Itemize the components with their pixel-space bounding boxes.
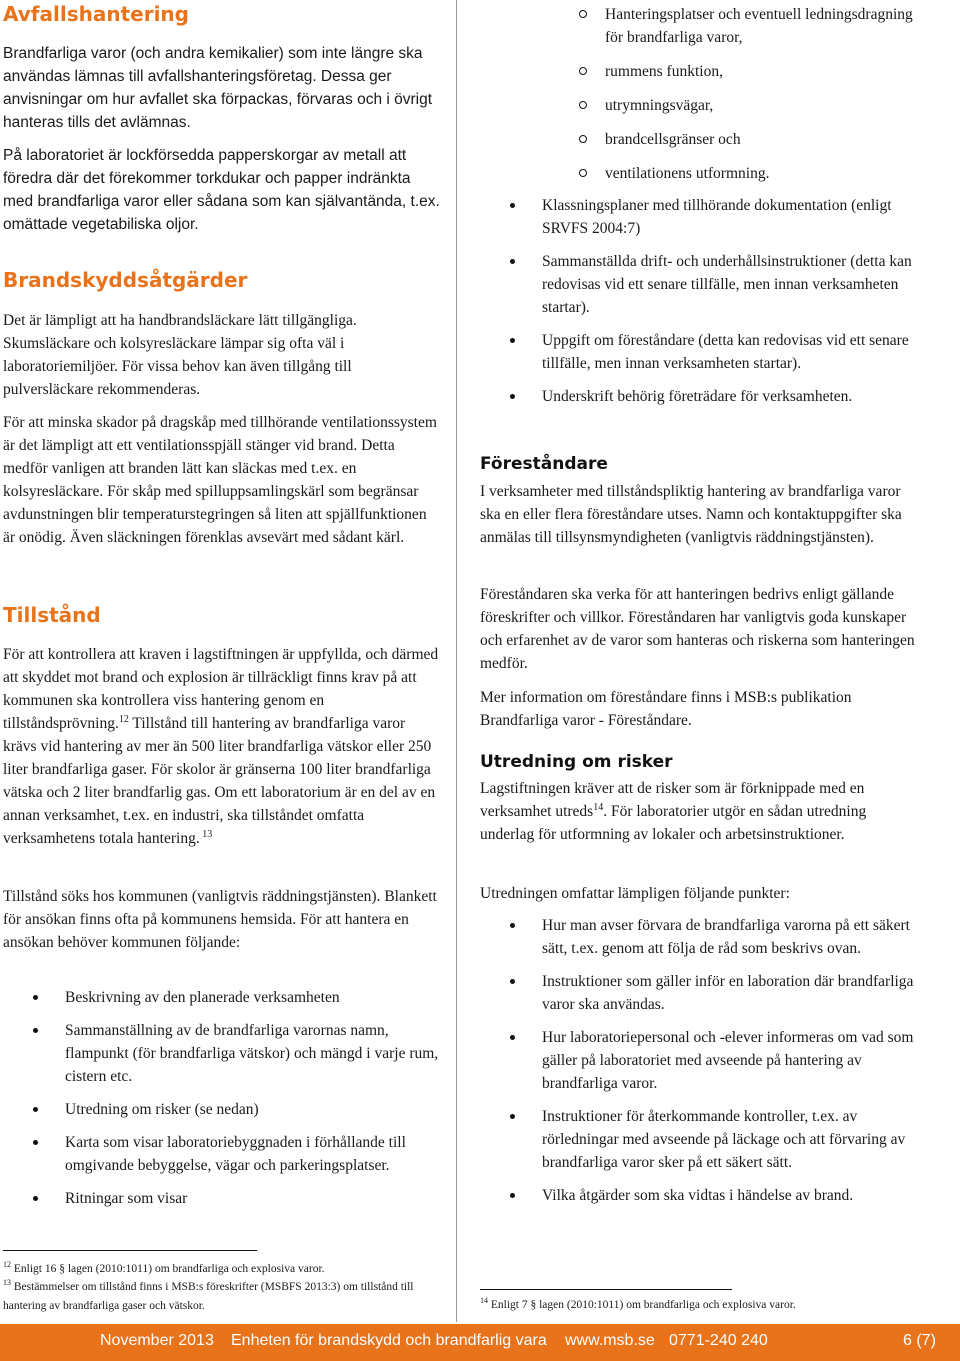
list-item: ventilationens utformning. — [480, 162, 922, 185]
footer-page-number: 6 (7) — [903, 1332, 936, 1349]
list-item: Hur man avser förvara de brandfarliga varorna på ett säkert sätt, t.ex. genom att följa de råd som beskrivs ovan. — [480, 914, 922, 960]
drawing-contents-list — [480, 3, 922, 196]
list-item: Beskrivning av den planerade verksamheten — [3, 986, 440, 1009]
list-item: brandcellsgränser och — [480, 128, 922, 151]
list-item: rummens funktion, — [480, 60, 922, 83]
permit-requirements-list-continued — [480, 194, 922, 418]
footnote-13: $^{13}$ Bestämmelser om tillstånd finns i MSB:s föreskrifter (MSBFS 2013:3) om tillstånd till hantering av brandfarliga gaser och vätskor. — [3, 1278, 414, 1312]
list-item: Sammanställning av de brandfarliga varornas namn, flampunkt (för brandfarliga vätskor) och mängd i varje rum, cistern etc. — [3, 1019, 440, 1088]
list-item: Utredning om risker (se nedan) — [3, 1098, 440, 1121]
footer-organization: Enheten för brandskydd och brandfarlig vara — [231, 1332, 547, 1349]
list-item: Hur laboratoriepersonal och -elever informeras om vad som gäller på laboratoriet med avseende på hantering av brandfarliga varor. — [480, 1026, 922, 1095]
list-item: Hanteringsplatser och eventuell ledningsdragning för brandfarliga varor, — [480, 3, 922, 49]
permit-paragraph-1 — [3, 643, 440, 850]
footnote-ref-14: 14 — [593, 801, 604, 813]
heading-fire-protection: Brandskyddsåtgärder — [3, 268, 248, 292]
permit-text-a: För att kontrollera att kraven i lagstiftningen är uppfyllda, och därmed att skyddet mot brand och explosion är tillräckligt finns krav på att kommunen ska kontrollera viss hantering genom en tillståndsprövning. — [3, 646, 439, 732]
list-item: Karta som visar laboratoriebyggnaden i förhållande till omgivande bebyggelse, vägar och parkeringsplatser. — [3, 1131, 440, 1177]
fire-paragraph-2: För att minska skador på dragskåp med tillhörande ventilationssystem är det lämpligt att ett ventilationsspjäll stänger vid brand. Detta medför vanligen att branden lätt kan släckas med t.ex. en kolsyresläckare. För skåp med spilluppsamlingskärl som begränsar avdunstningen blir temperaturstegringen så liten att spjällfunktionen är onödig. Även släckningen förenklas avsevärt med sådant kärl. — [3, 414, 437, 546]
page-footer — [0, 1324, 960, 1361]
list-item: Ritningar som visar — [3, 1187, 440, 1210]
footer-website-link[interactable]: www.msb.se — [565, 1332, 655, 1349]
list-item: Klassningsplaner med tillhörande dokumentation (enligt SRVFS 2004:7) — [480, 194, 922, 240]
heading-risk-assessment: Utredning om risker — [480, 752, 673, 772]
list-item: Sammanställda drift- och underhållsinstruktioner (detta kan redovisas vid ett senare tillfälle, men innan verksamheten startar). — [480, 250, 922, 319]
footnote-rule — [480, 1289, 732, 1290]
column-divider — [456, 0, 457, 1322]
permit-text-b: Tillstånd till hantering av brandfarliga varor krävs vid hantering av mer än 500 liter brandfarliga vätskor eller 250 liter brandfarliga gaser. För skolor är gränserna 100 liter brandfarliga vätska och 2 liter brandfarlig gas. Om ett laboratorium är en del av en annan verksamhet, t.ex. en industri, ska tillståndet omfatta verksamhetens totala hantering. — [3, 715, 436, 847]
list-item: utrymningsvägar, — [480, 94, 922, 117]
risk-assessment-list — [480, 914, 922, 1217]
footnote-rule — [3, 1250, 257, 1251]
permit-paragraph-2: Tillstånd söks hos kommunen (vanligtvis räddningstjänsten). Blankett för ansökan finns ofta på kommunens hemsida. För att hantera en ansökan behöver kommunen följande: — [3, 888, 437, 951]
list-item: Instruktioner för återkommande kontroller, t.ex. av rörledningar med avseende på läckage och att förvaring av brandfarliga varor sker på ett säkert sätt. — [480, 1105, 922, 1174]
footnote-ref-13: 13 — [199, 828, 213, 840]
footer-date: November 2013 — [100, 1332, 214, 1349]
footnote-14: $^{14}$ Enligt 7 § lagen (2010:1011) om brandfarliga och explosiva varor. — [480, 1296, 796, 1311]
manager-paragraph-2: Föreståndaren ska verka för att hanteringen bedrivs enligt gällande föreskrifter och villkor. Föreståndaren har vanligtvis goda kunskaper och erfarenhet av de varor som hanteras och riskerna som hanteringen medför. — [480, 586, 915, 672]
list-item: Instruktioner som gäller inför en laboration där brandfarliga varor ska användas. — [480, 970, 922, 1016]
permit-requirements-list — [3, 986, 440, 1220]
heading-permit: Tillstånd — [3, 603, 101, 627]
list-item: Vilka åtgärder som ska vidtas i händelse av brand. — [480, 1184, 922, 1207]
risk-paragraph-2: Utredningen omfattar lämpligen följande punkter: — [480, 885, 790, 902]
risk-paragraph-1: Lagstiftningen kräver att de risker som är förknippade med en verksamhet utreds$^{14}$. För laboratorier utgör en sådan utredning underlag för utformning av lokaler och arbetsinstruktioner. — [480, 780, 867, 843]
footer-phone: 0771-240 240 — [669, 1332, 768, 1349]
heading-waste: Avfallshantering — [3, 2, 189, 26]
footnote-ref-12: 12 — [118, 713, 129, 725]
waste-paragraph-2: På laboratoriet är lockförsedda papperskorgar av metall att föredra där det förekommer torkdukar och papper indränkta med brandfarliga varor eller sådana som kan självantända, t.ex. omättade vegetabiliska oljor. — [3, 147, 440, 233]
fire-paragraph-1: Det är lämpligt att ha handbrandsläckare lätt tillgängliga. Skumsläckare och kolsyresläckare lämpar sig ofta väl i laboratoriemiljöer. För vissa behov kan även tillgång till pulversläckare rekommenderas. — [3, 312, 357, 398]
manager-paragraph-1: I verksamheter med tillståndspliktig hantering av brandfarliga varor ska en eller flera föreståndare utses. Namn och kontaktuppgifter ska anmälas till tillsynsmyndigheten (vanligtvis räddningstjänsten). — [480, 483, 902, 546]
heading-manager: Föreståndare — [480, 454, 608, 474]
waste-paragraph-1: Brandfarliga varor (och andra kemikalier) som inte längre ska användas lämnas till avfallshanteringsföretag. Dessa ger anvisningar om hur avfallet ska förpackas, förvaras och i övrigt hanteras tills det avlämnas. — [3, 45, 433, 131]
footnote-12: $^{12}$ Enligt 16 § lagen (2010:1011) om brandfarliga och explosiva varor. — [3, 1260, 325, 1275]
manager-paragraph-3: Mer information om föreståndare finns i MSB:s publikation Brandfarliga varor - Föreståndare. — [480, 689, 852, 729]
list-item: Uppgift om föreståndare (detta kan redovisas vid ett senare tillfälle, men innan verksamheten startar). — [480, 329, 922, 375]
list-item: Underskrift behörig företrädare för verksamheten. — [480, 385, 922, 408]
